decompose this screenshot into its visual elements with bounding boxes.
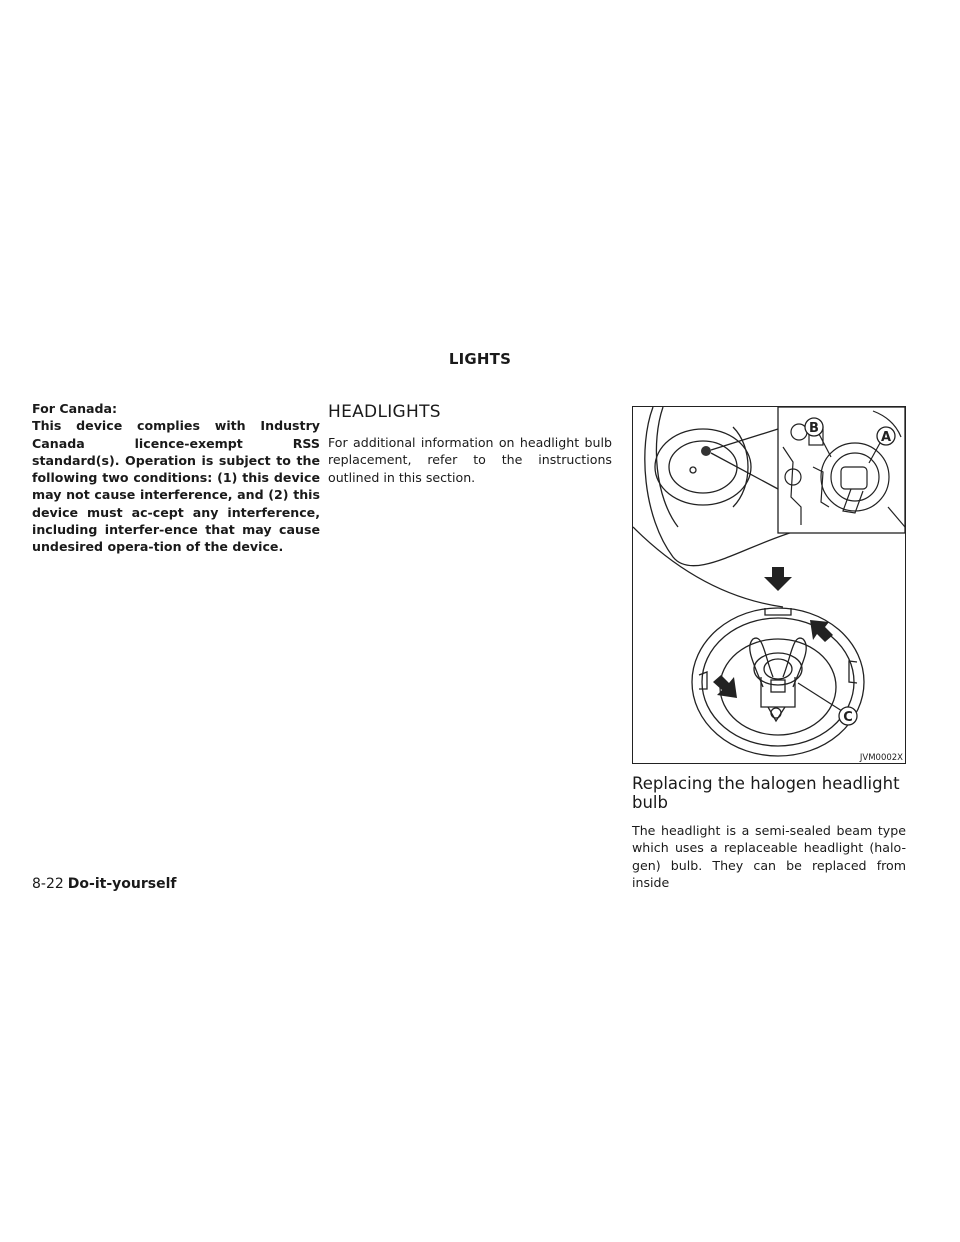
headlights-body: For additional information on headlight bulb replacement, refer to the instructions outlined in this section.	[328, 435, 612, 485]
section-title: LIGHTS	[448, 350, 512, 368]
illustration-drawing	[633, 407, 905, 763]
left-arrow-icon	[713, 675, 737, 698]
headlight-bulb-illustration	[632, 406, 906, 764]
figure-id: JVM0002X	[859, 753, 903, 763]
chapter-title: Do-it-yourself	[67, 876, 177, 892]
page-number: 8-22	[32, 876, 64, 892]
headlights-section	[328, 402, 612, 486]
canada-notice-text: This device complies with Industry Canada licence-exempt RSS standard(s). Operation is subject to the following two conditions: (1) this device may not cause interference, and (2) this device must ac-cept any interference, including interfer-ence that may cause undesired opera-tion of the device.	[32, 418, 320, 555]
down-arrow-icon	[764, 567, 792, 591]
halogen-heading: Replacing the halogen headlight bulb	[632, 774, 900, 812]
canada-notice-lead: For Canada:	[32, 401, 118, 416]
halogen-body: The headlight is a semi-sealed beam type which uses a replaceable headlight (halo-gen) bulb. They can be replaced from inside	[632, 823, 906, 890]
label-a: A	[880, 430, 892, 445]
label-b: B	[809, 421, 819, 436]
halogen-section	[632, 406, 906, 891]
canada-notice	[32, 400, 320, 556]
headlights-heading: HEADLIGHTS	[328, 402, 441, 422]
page-footer	[32, 876, 176, 892]
label-c: C	[843, 710, 853, 725]
